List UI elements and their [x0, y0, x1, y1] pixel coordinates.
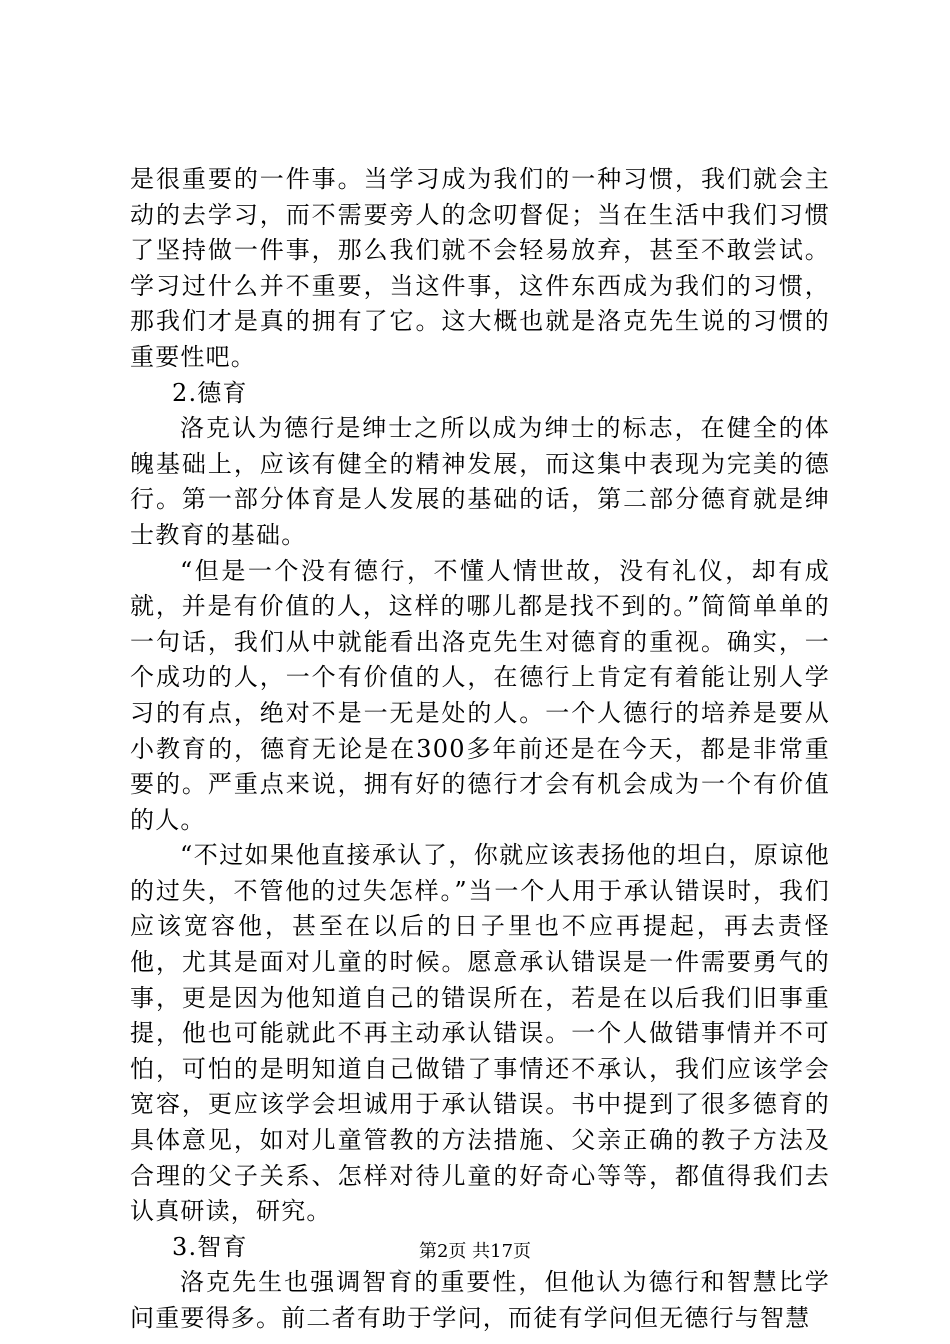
paragraph: 洛克认为德行是绅士之所以成为绅士的标志，在健全的体魄基础上，应该有健全的精神发展，而这集中表现为完美的德行。第一部分体育是人发展的基础的话，第二部分德育就是绅士教育的基础。 — [130, 414, 830, 549]
paragraph: “但是一个没有德行，不懂人情世故，没有礼仪，却有成就，并是有价值的人，这样的哪儿都是找不到的。”简简单单的一句话，我们从中就能看出洛克先生对德育的重视。确实，一个成功的人，一个有价值的人，在德行上肯定有着能让别人学习的有点，绝对不是一无是处的人。一个人德行的培养是要从小教育的，德育无论是在300多年前还是在今天，都是非常重要的。严重点来说，拥有好的德行才会有机会成为一个有价值的人。 — [130, 556, 830, 834]
document-body — [130, 162, 830, 1337]
page-footer: 第2页 共17页 — [418, 1241, 532, 1262]
paragraph-continuation: 是很重要的一件事。当学习成为我们的一种习惯，我们就会主动的去学习，而不需要旁人的念叨督促；当在生活中我们习惯了坚持做一件事，那么我们就不会轻易放弃，甚至不敢尝试。学习过什么并不重要，当这件事，这件东西成为我们的习惯，那我们才是真的拥有了它。这大概也就是洛克先生说的习惯的重要性吧。 — [130, 165, 830, 371]
paragraph: 洛克先生也强调智育的重要性，但他认为德行和智慧比学问重要得多。前二者有助于学问，而徒有学问但无德行与智慧 — [130, 1268, 830, 1332]
paragraph: “不过如果他直接承认了，你就应该表扬他的坦白，原谅他的过失，不管他的过失怎样。”当一个人用于承认错误时，我们应该宽容他，甚至在以后的日子里也不应再提起，再去责怪他，尤其是面对儿童的时候。愿意承认错误是一件需要勇气的事，更是因为他知道自己的错误所在，若是在以后我们旧事重提，他也可能就此不再主动承认错误。一个人做错事情并不可怕，可怕的是明知道自己做错了事情还不承认，我们应该学会宽容，更应该学会坦诚用于承认错误。书中提到了很多德育的具体意见，如对儿童管教的方法措施、父亲正确的教子方法及合理的父子关系、怎样对待儿童的好奇心等等，都值得我们去认真研读，研究。 — [130, 841, 830, 1226]
section-heading-moral-education: 2.德育 — [172, 378, 248, 407]
section-heading-intellectual-education: 3.智育 — [172, 1232, 248, 1261]
